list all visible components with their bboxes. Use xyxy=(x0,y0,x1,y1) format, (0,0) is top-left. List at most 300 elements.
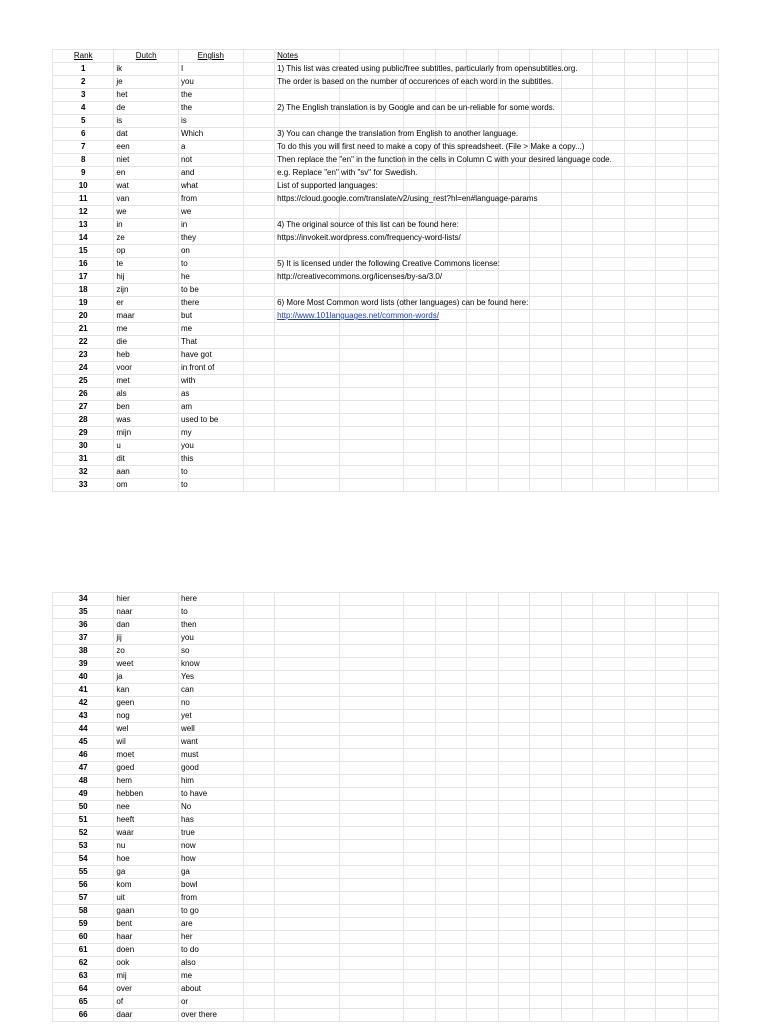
empty-cell xyxy=(687,788,719,801)
empty-cell xyxy=(593,775,625,788)
empty-cell xyxy=(593,593,625,606)
rank-cell: 60 xyxy=(53,931,114,944)
english-word-cell: to xyxy=(178,258,243,271)
empty-cell xyxy=(404,736,436,749)
empty-cell xyxy=(687,141,719,154)
empty-cell xyxy=(435,684,467,697)
empty-cell xyxy=(243,606,275,619)
empty-cell xyxy=(435,310,467,323)
table-row xyxy=(53,453,719,466)
empty-cell xyxy=(275,479,340,492)
empty-cell xyxy=(624,697,656,710)
dutch-word-cell: of xyxy=(114,996,179,1009)
empty-cell xyxy=(404,180,436,193)
empty-cell xyxy=(656,232,688,245)
notes-cell xyxy=(275,219,459,232)
empty-cell xyxy=(339,89,404,102)
empty-cell xyxy=(435,479,467,492)
empty-cell xyxy=(593,723,625,736)
empty-cell xyxy=(467,736,499,749)
rank-cell: 13 xyxy=(53,219,114,232)
empty-cell xyxy=(687,723,719,736)
english-word-cell: good xyxy=(178,762,243,775)
empty-cell xyxy=(467,918,499,931)
empty-cell xyxy=(404,684,436,697)
empty-cell xyxy=(561,479,593,492)
english-header: English xyxy=(178,50,243,63)
empty-cell xyxy=(624,801,656,814)
empty-cell xyxy=(687,232,719,245)
rank-cell: 61 xyxy=(53,944,114,957)
empty-cell xyxy=(624,310,656,323)
empty-cell xyxy=(404,931,436,944)
empty-cell xyxy=(498,180,530,193)
empty-cell xyxy=(339,632,404,645)
empty-cell xyxy=(435,866,467,879)
sheet-page-2 xyxy=(52,592,718,1022)
empty-cell xyxy=(404,697,436,710)
english-word-cell: then xyxy=(178,619,243,632)
empty-cell xyxy=(687,619,719,632)
empty-cell xyxy=(467,879,499,892)
english-word-cell: can xyxy=(178,684,243,697)
empty-cell xyxy=(624,892,656,905)
empty-cell xyxy=(467,232,499,245)
empty-cell xyxy=(404,349,436,362)
table-row xyxy=(53,814,719,827)
empty-cell xyxy=(593,658,625,671)
rank-cell: 18 xyxy=(53,284,114,297)
empty-cell xyxy=(687,128,719,141)
empty-cell xyxy=(656,827,688,840)
empty-cell xyxy=(530,957,562,970)
empty-cell xyxy=(656,710,688,723)
empty-cell xyxy=(624,788,656,801)
rank-cell: 15 xyxy=(53,245,114,258)
empty-cell xyxy=(339,801,404,814)
empty-cell xyxy=(530,853,562,866)
table-row xyxy=(53,128,719,141)
empty-cell xyxy=(530,931,562,944)
empty-cell xyxy=(561,466,593,479)
dutch-header: Dutch xyxy=(114,50,179,63)
empty-cell xyxy=(243,970,275,983)
rank-cell: 65 xyxy=(53,996,114,1009)
empty-cell xyxy=(404,50,436,63)
sheet-page-1 xyxy=(52,49,718,492)
rank-cell: 62 xyxy=(53,957,114,970)
empty-cell xyxy=(530,336,562,349)
empty-cell xyxy=(656,697,688,710)
empty-cell xyxy=(435,957,467,970)
empty-cell xyxy=(561,245,593,258)
empty-cell xyxy=(656,245,688,258)
rank-cell: 34 xyxy=(53,593,114,606)
english-word-cell: well xyxy=(178,723,243,736)
empty-cell xyxy=(593,193,625,206)
empty-cell xyxy=(339,427,404,440)
dutch-word-cell: hij xyxy=(114,271,179,284)
empty-cell xyxy=(656,388,688,401)
note-text: http://creativecommons.org/licenses/by-sa/3.0/ xyxy=(277,272,443,281)
empty-cell xyxy=(498,944,530,957)
dutch-word-cell: er xyxy=(114,297,179,310)
dutch-word-cell: dat xyxy=(114,128,179,141)
empty-cell xyxy=(530,996,562,1009)
rank-cell: 43 xyxy=(53,710,114,723)
english-word-cell: Which xyxy=(178,128,243,141)
dutch-word-cell: met xyxy=(114,375,179,388)
dutch-word-cell: in xyxy=(114,219,179,232)
empty-cell xyxy=(498,258,530,271)
english-word-cell: me xyxy=(178,970,243,983)
empty-cell xyxy=(404,593,436,606)
empty-cell xyxy=(435,336,467,349)
empty-cell xyxy=(243,996,275,1009)
empty-cell xyxy=(498,723,530,736)
empty-cell xyxy=(530,50,562,63)
empty-cell xyxy=(656,76,688,89)
empty-cell xyxy=(687,749,719,762)
empty-cell xyxy=(467,710,499,723)
empty-cell xyxy=(656,892,688,905)
empty-cell xyxy=(561,219,593,232)
empty-cell xyxy=(275,840,340,853)
empty-cell xyxy=(339,892,404,905)
empty-cell xyxy=(561,427,593,440)
common-words-link[interactable]: http://www.101languages.net/common-words/ xyxy=(277,311,439,320)
empty-cell xyxy=(435,632,467,645)
english-word-cell: him xyxy=(178,775,243,788)
empty-cell xyxy=(656,180,688,193)
rank-cell: 49 xyxy=(53,788,114,801)
empty-cell xyxy=(498,89,530,102)
empty-cell xyxy=(593,814,625,827)
empty-cell xyxy=(656,658,688,671)
empty-cell xyxy=(435,788,467,801)
empty-cell xyxy=(687,814,719,827)
empty-cell xyxy=(339,645,404,658)
empty-cell xyxy=(687,284,719,297)
empty-cell xyxy=(656,362,688,375)
empty-cell xyxy=(624,89,656,102)
empty-cell xyxy=(624,749,656,762)
rank-cell: 45 xyxy=(53,736,114,749)
notes-cell xyxy=(275,180,378,193)
empty-cell xyxy=(530,479,562,492)
empty-cell xyxy=(656,102,688,115)
rank-cell: 55 xyxy=(53,866,114,879)
empty-cell xyxy=(498,801,530,814)
empty-cell xyxy=(404,775,436,788)
english-word-cell: from xyxy=(178,892,243,905)
dutch-word-cell: het xyxy=(114,89,179,102)
table-row xyxy=(53,310,719,323)
empty-cell xyxy=(530,89,562,102)
notes-cell xyxy=(275,310,439,323)
empty-cell xyxy=(467,762,499,775)
empty-cell xyxy=(404,362,436,375)
rank-cell: 16 xyxy=(53,258,114,271)
dutch-word-cell: ga xyxy=(114,866,179,879)
empty-cell xyxy=(530,840,562,853)
empty-cell xyxy=(498,466,530,479)
empty-cell xyxy=(243,892,275,905)
empty-cell xyxy=(435,440,467,453)
rank-cell: 36 xyxy=(53,619,114,632)
empty-cell xyxy=(243,310,275,323)
empty-cell xyxy=(435,89,467,102)
table-row xyxy=(53,245,719,258)
empty-cell xyxy=(404,762,436,775)
empty-cell xyxy=(530,736,562,749)
empty-cell xyxy=(687,671,719,684)
empty-cell xyxy=(656,427,688,440)
empty-cell xyxy=(593,671,625,684)
empty-cell xyxy=(275,440,340,453)
rank-cell: 59 xyxy=(53,918,114,931)
empty-cell xyxy=(687,479,719,492)
empty-cell xyxy=(687,684,719,697)
empty-cell xyxy=(687,193,719,206)
empty-cell xyxy=(593,427,625,440)
empty-cell xyxy=(530,983,562,996)
empty-cell xyxy=(593,102,625,115)
dutch-word-cell: hier xyxy=(114,593,179,606)
empty-cell xyxy=(561,710,593,723)
empty-cell xyxy=(498,710,530,723)
empty-cell xyxy=(339,970,404,983)
empty-cell xyxy=(467,388,499,401)
empty-cell xyxy=(243,983,275,996)
english-word-cell: what xyxy=(178,180,243,193)
empty-cell xyxy=(243,853,275,866)
empty-cell xyxy=(530,310,562,323)
empty-cell xyxy=(687,892,719,905)
empty-cell xyxy=(339,684,404,697)
table-row xyxy=(53,684,719,697)
empty-cell xyxy=(656,375,688,388)
empty-cell xyxy=(243,671,275,684)
empty-cell xyxy=(435,401,467,414)
empty-cell xyxy=(593,788,625,801)
empty-cell xyxy=(530,128,562,141)
empty-cell xyxy=(624,206,656,219)
empty-cell xyxy=(561,232,593,245)
english-word-cell: used to be xyxy=(178,414,243,427)
empty-cell xyxy=(530,905,562,918)
empty-cell xyxy=(656,801,688,814)
empty-cell xyxy=(530,271,562,284)
rank-cell: 37 xyxy=(53,632,114,645)
empty-cell xyxy=(435,414,467,427)
table-row xyxy=(53,232,719,245)
empty-cell xyxy=(498,957,530,970)
empty-cell xyxy=(593,710,625,723)
rank-cell: 2 xyxy=(53,76,114,89)
empty-cell xyxy=(435,349,467,362)
rank-cell: 21 xyxy=(53,323,114,336)
empty-cell xyxy=(624,905,656,918)
empty-cell xyxy=(275,632,340,645)
empty-cell xyxy=(498,375,530,388)
empty-cell xyxy=(339,710,404,723)
empty-cell xyxy=(687,427,719,440)
empty-cell xyxy=(404,788,436,801)
empty-cell xyxy=(467,723,499,736)
empty-cell xyxy=(530,206,562,219)
empty-cell xyxy=(404,401,436,414)
empty-cell xyxy=(243,219,275,232)
word-table-page-1 xyxy=(52,49,719,492)
empty-cell xyxy=(687,271,719,284)
empty-cell xyxy=(275,1009,340,1022)
empty-cell xyxy=(656,453,688,466)
table-row xyxy=(53,827,719,840)
empty-cell xyxy=(593,619,625,632)
empty-cell xyxy=(624,606,656,619)
empty-cell xyxy=(435,284,467,297)
empty-cell xyxy=(243,814,275,827)
empty-cell xyxy=(593,736,625,749)
empty-cell xyxy=(656,154,688,167)
empty-cell xyxy=(656,814,688,827)
empty-cell xyxy=(687,50,719,63)
empty-cell xyxy=(467,206,499,219)
note-text: 3) You can change the translation from English to another language. xyxy=(277,129,519,138)
empty-cell xyxy=(656,271,688,284)
empty-cell xyxy=(656,50,688,63)
empty-cell xyxy=(656,866,688,879)
empty-cell xyxy=(530,232,562,245)
empty-cell xyxy=(404,479,436,492)
empty-cell xyxy=(530,801,562,814)
empty-cell xyxy=(435,840,467,853)
empty-cell xyxy=(498,232,530,245)
empty-cell xyxy=(687,983,719,996)
empty-cell xyxy=(687,645,719,658)
empty-cell xyxy=(467,466,499,479)
empty-cell xyxy=(624,944,656,957)
empty-cell xyxy=(339,388,404,401)
rank-cell: 4 xyxy=(53,102,114,115)
empty-cell xyxy=(561,310,593,323)
empty-cell xyxy=(498,453,530,466)
empty-cell xyxy=(498,271,530,284)
dutch-word-cell: geen xyxy=(114,697,179,710)
empty-cell xyxy=(593,697,625,710)
empty-cell xyxy=(561,632,593,645)
dutch-word-cell: ben xyxy=(114,401,179,414)
table-row xyxy=(53,853,719,866)
empty-cell xyxy=(624,736,656,749)
empty-cell xyxy=(243,206,275,219)
empty-cell xyxy=(656,606,688,619)
empty-cell xyxy=(243,245,275,258)
table-row xyxy=(53,284,719,297)
empty-cell xyxy=(275,723,340,736)
english-word-cell: also xyxy=(178,957,243,970)
empty-cell xyxy=(467,697,499,710)
table-row xyxy=(53,115,719,128)
table-row xyxy=(53,762,719,775)
empty-cell xyxy=(404,632,436,645)
empty-cell xyxy=(339,466,404,479)
empty-cell xyxy=(561,401,593,414)
table-row xyxy=(53,788,719,801)
empty-cell xyxy=(687,996,719,1009)
empty-cell xyxy=(687,970,719,983)
empty-cell xyxy=(404,671,436,684)
empty-cell xyxy=(593,918,625,931)
empty-cell xyxy=(530,970,562,983)
rank-cell: 47 xyxy=(53,762,114,775)
empty-cell xyxy=(275,453,340,466)
empty-cell xyxy=(498,892,530,905)
empty-cell xyxy=(404,414,436,427)
empty-cell xyxy=(498,167,530,180)
english-word-cell: over there xyxy=(178,1009,243,1022)
notes-cell xyxy=(275,89,340,102)
empty-cell xyxy=(467,284,499,297)
empty-cell xyxy=(624,658,656,671)
empty-cell xyxy=(593,801,625,814)
english-word-cell: how xyxy=(178,853,243,866)
empty-cell xyxy=(530,671,562,684)
table-row xyxy=(53,710,719,723)
empty-cell xyxy=(593,63,625,76)
empty-cell xyxy=(404,245,436,258)
rank-cell: 52 xyxy=(53,827,114,840)
empty-cell xyxy=(404,944,436,957)
dutch-word-cell: van xyxy=(114,193,179,206)
empty-cell xyxy=(561,879,593,892)
table-row xyxy=(53,905,719,918)
empty-cell xyxy=(404,983,436,996)
rank-cell: 54 xyxy=(53,853,114,866)
empty-cell xyxy=(624,362,656,375)
empty-cell xyxy=(656,671,688,684)
dutch-word-cell: een xyxy=(114,141,179,154)
empty-cell xyxy=(687,167,719,180)
empty-cell xyxy=(275,762,340,775)
empty-cell xyxy=(404,1009,436,1022)
empty-cell xyxy=(561,645,593,658)
rank-cell: 1 xyxy=(53,63,114,76)
empty-cell xyxy=(656,788,688,801)
empty-cell xyxy=(593,401,625,414)
empty-cell xyxy=(435,723,467,736)
empty-cell xyxy=(498,606,530,619)
empty-cell xyxy=(656,905,688,918)
empty-cell xyxy=(656,297,688,310)
empty-cell xyxy=(339,1009,404,1022)
empty-cell xyxy=(530,388,562,401)
empty-cell xyxy=(243,154,275,167)
rank-cell: 63 xyxy=(53,970,114,983)
empty-cell xyxy=(435,697,467,710)
empty-cell xyxy=(275,349,340,362)
empty-cell xyxy=(243,102,275,115)
empty-cell xyxy=(656,193,688,206)
empty-cell xyxy=(624,931,656,944)
english-word-cell: yet xyxy=(178,710,243,723)
note-text: 4) The original source of this list can be found here: xyxy=(277,220,459,229)
rank-cell: 46 xyxy=(53,749,114,762)
english-word-cell: are xyxy=(178,918,243,931)
empty-cell xyxy=(467,801,499,814)
empty-cell xyxy=(530,258,562,271)
